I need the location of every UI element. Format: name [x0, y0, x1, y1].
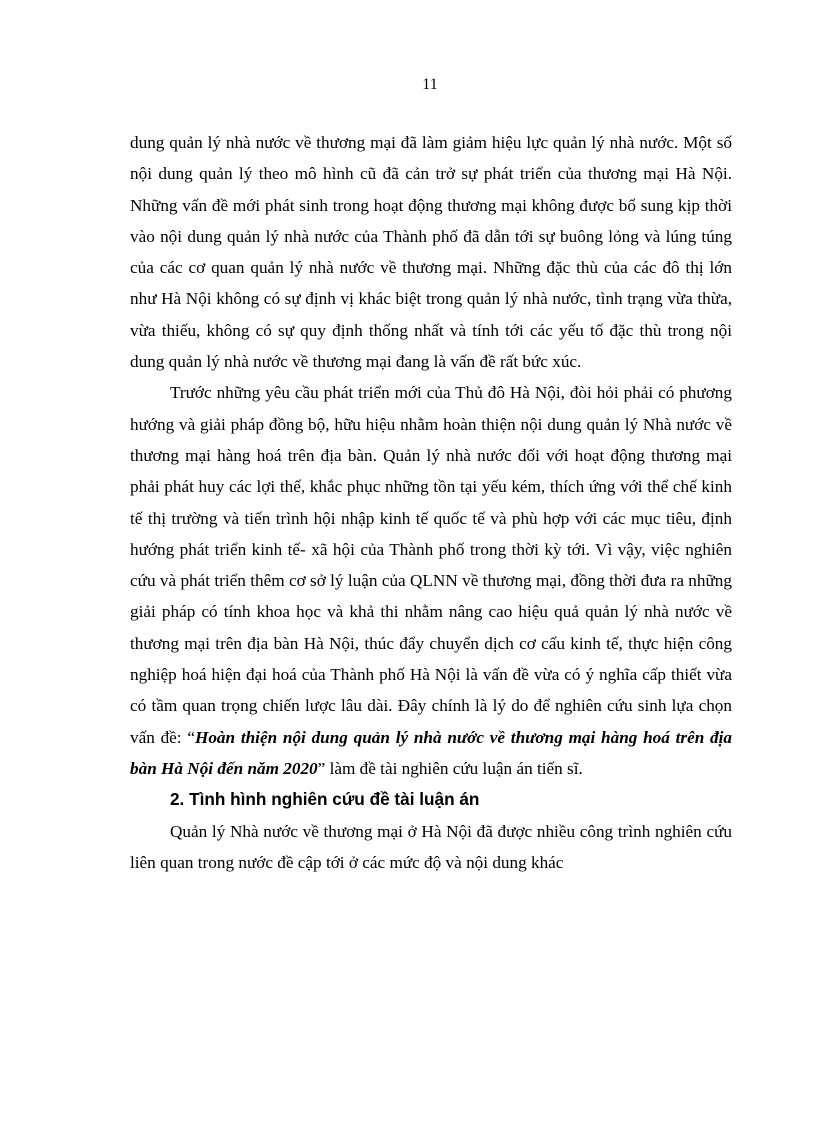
rationale-text-before: Trước những yêu cầu phát triển mới của Thủ đô Hà Nội, đòi hỏi phải có phương hướng và giải pháp đồng bộ, hữu hiệu nhằm hoàn thiện nội dung quản lý Nhà nước về thương mại hàng hoá trên địa bàn. Quản lý nhà nước đối với hoạt động thương mại phải phát huy các lợi thế, khắc phục những tồn tại yếu kém, thích ứng với thể chế kinh tế thị trường và tiến trình hội nhập kinh tế quốc tế và phù hợp với các mục tiêu, định hướng phát triển kinh tế- xã hội của Thành phố trong thời kỳ tới. Vì vậy, việc nghiên cứu và phát triển thêm cơ sở lý luận của QLNN về thương mại, đồng thời đưa ra những giải pháp có tính khoa học và khả thi nhằm nâng cao hiệu quả quản lý nhà nước về thương mại trên địa bàn Hà Nội, thúc đẩy chuyển dịch cơ cấu kinh tế, thực hiện công nghiệp hoá hiện đại hoá của Thành phố Hà Nội là vấn đề vừa có ý nghĩa cấp thiết vừa có tầm quan trọng chiến lược lâu dài. Đây chính là lý do để nghiên cứu sinh lựa chọn vấn đề: “	[130, 383, 732, 747]
paragraph-rationale	[130, 377, 732, 784]
paragraph-continuation: dung quản lý nhà nước về thương mại đã làm giảm hiệu lực quản lý nhà nước. Một số nội dung quản lý theo mô hình cũ đã cản trở sự phát triển của thương mại Hà Nội. Những vấn đề mới phát sinh trong hoạt động thương mại không được bổ sung kịp thời vào nội dung quản lý nhà nước của Thành phố đã dẫn tới sự buông lỏng và lúng túng của các cơ quan quản lý nhà nước về thương mại. Những đặc thù của các đô thị lớn như Hà Nội không có sự định vị khác biệt trong quản lý nhà nước, tình trạng vừa thừa, vừa thiếu, không có sự quy định thống nhất và tính tới các yếu tố đặc thù trong nội dung quản lý nhà nước về thương mại đang là vấn đề rất bức xúc.	[130, 133, 732, 372]
body-text	[130, 127, 732, 878]
thesis-title: Hoàn thiện nội dung quản lý nhà nước về thương mại hàng hoá trên địa bàn Hà Nội đến năm 2020	[130, 727, 732, 778]
page-number: 11	[422, 76, 438, 93]
section-heading: 2. Tình hình nghiên cứu đề tài luận án	[170, 789, 480, 810]
rationale-text-after: ” làm đề tài nghiên cứu luận án tiến sĩ.	[317, 758, 583, 778]
paragraph-research-overview: Quản lý Nhà nước về thương mại ở Hà Nội đã được nhiều công trình nghiên cứu liên quan trong nước đề cập tới ở các mức độ và nội dung khác	[130, 821, 732, 872]
